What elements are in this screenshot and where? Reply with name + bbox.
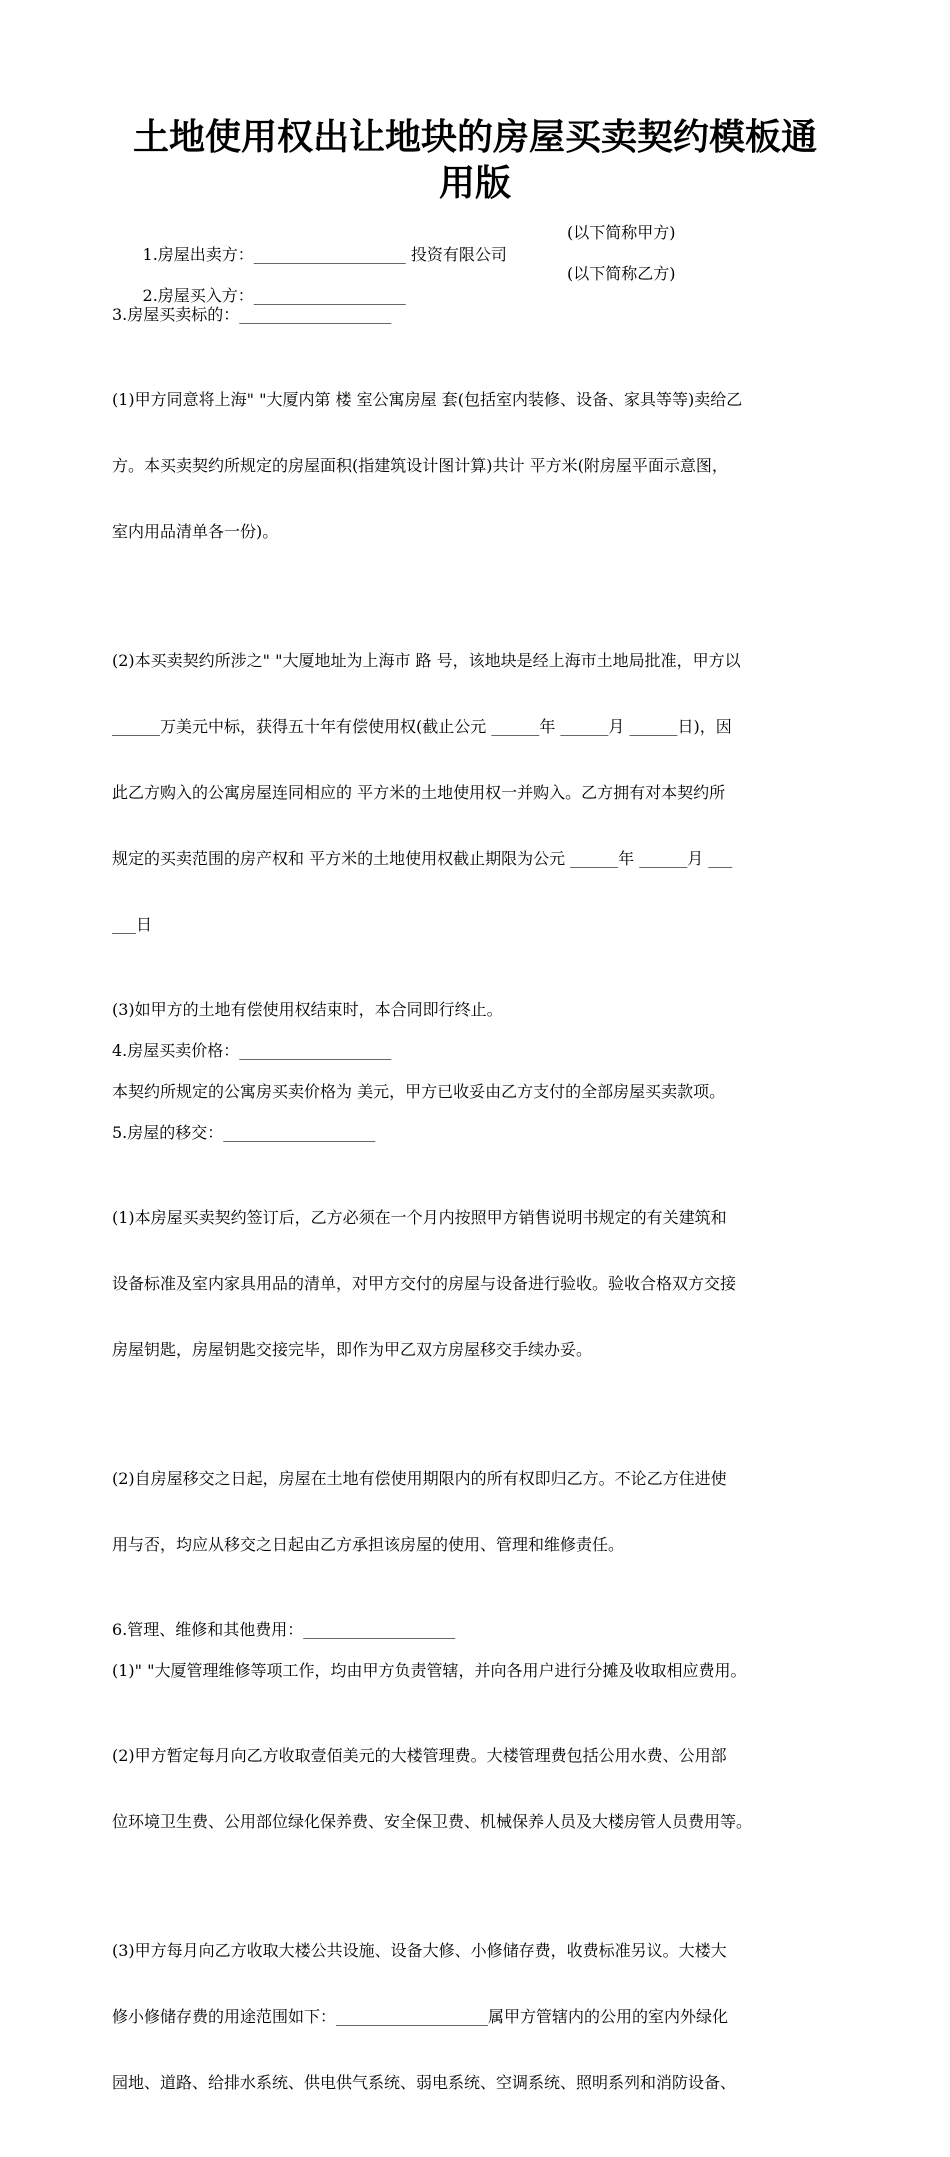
paragraph-line: 方。本买卖契约所规定的房屋面积(指建筑设计图计算)共计 平方米(附房屋平面示意图，: [112, 456, 728, 475]
paragraph-line: (1)本房屋买卖契约签订后，乙方必须在一个月内按照甲方销售说明书规定的有关建筑和: [112, 1208, 727, 1227]
clause-5-2: [112, 1424, 852, 1600]
title-line-2: 用版: [438, 162, 511, 204]
clause-6-3: [112, 1896, 852, 2138]
clause-6-heading: 6.管理、维修和其他费用：___________________: [112, 1620, 456, 1639]
paragraph-line: (2)甲方暂定每月向乙方收取壹佰美元的大楼管理费。大楼管理费包括公用水费、公用部: [112, 1746, 727, 1765]
paragraph-line: 室内用品清单各一份)。: [112, 522, 279, 541]
title-line-1: 土地使用权出让地块的房屋买卖契约模板通: [132, 116, 817, 158]
document-body: [112, 222, 852, 2157]
clause-5-1: [112, 1163, 852, 1405]
clause-4-heading: 4.房屋买卖价格：___________________: [112, 1041, 392, 1060]
clause-4-text: 本契约所规定的公寓房买卖价格为 美元，甲方已收妥由乙方支付的全部房屋买卖款项。: [112, 1082, 726, 1101]
paragraph-line: (1)甲方同意将上海" "大厦内第 楼 室公寓房屋 套(包括室内装修、设备、家具等等)卖给乙: [112, 390, 743, 409]
paragraph-line: (2)本买卖契约所涉之" "大厦地址为上海市 路 号，该地块是经上海市土地局批准，甲方以: [112, 651, 741, 670]
clause-3-3: (3)如甲方的土地有偿使用权结束时，本合同即行终止。: [112, 1000, 503, 1019]
clause-5-heading: 5.房屋的移交：___________________: [112, 1123, 376, 1142]
paragraph-line: 设备标准及室内家具用品的清单，对甲方交付的房屋与设备进行验收。验收合格双方交接: [112, 1274, 737, 1293]
paragraph-line: ___日: [112, 915, 153, 934]
buyer-label: 2.房屋买入方：___________________: [142, 286, 406, 305]
paragraph-line: 房屋钥匙，房屋钥匙交接完毕，即作为甲乙双方房屋移交手续办妥。: [112, 1340, 593, 1359]
paragraph-line: 规定的买卖范围的房产权和 平方米的土地使用权截止期限为公元 ______年 ______月 ___: [112, 849, 733, 868]
clause-3-1: [112, 345, 852, 587]
clause-1-seller: [112, 222, 852, 264]
paragraph-line: 用与否，均应从移交之日起由乙方承担该房屋的使用、管理和维修责任。: [112, 1535, 625, 1554]
clause-6-1: (1)" "大厦管理维修等项工作，均由甲方负责管辖，并向各用户进行分摊及收取相应费用。: [112, 1661, 747, 1680]
document-title: [110, 114, 840, 206]
buyer-alias: (以下简称乙方): [567, 264, 676, 283]
paragraph-line: (2)自房屋移交之日起，房屋在土地有偿使用期限内的所有权即归乙方。不论乙方住进使: [112, 1469, 727, 1488]
paragraph-line: 园地、道路、给排水系统、供电供气系统、弱电系统、空调系统、照明系列和消防设备、: [112, 2073, 737, 2092]
paragraph-line: 此乙方购入的公寓房屋连同相应的 平方米的土地使用权一并购入。乙方拥有对本契约所: [112, 783, 726, 802]
paragraph-line: ______万美元中标，获得五十年有偿使用权(截止公元 ______年 ______月 ______日)，因: [112, 717, 732, 736]
seller-alias: (以下简称甲方): [567, 223, 676, 242]
clause-2-buyer: [112, 263, 852, 305]
paragraph-line: 修小修储存费的用途范围如下：___________________属甲方管辖内的公用的室内外绿化: [112, 2007, 729, 2026]
seller-label: 1.房屋出卖方：___________________ 投资有限公司: [142, 245, 507, 264]
clause-3-2: [112, 606, 852, 980]
paragraph-line: (3)甲方每月向乙方收取大楼公共设施、设备大修、小修储存费，收费标准另议。大楼大: [112, 1941, 727, 1960]
clause-6-2: [112, 1701, 852, 1877]
clause-3-heading: 3.房屋买卖标的：___________________: [112, 305, 392, 324]
paragraph-line: 位环境卫生费、公用部位绿化保养费、安全保卫费、机械保养人员及大楼房管人员费用等。: [112, 1812, 753, 1831]
